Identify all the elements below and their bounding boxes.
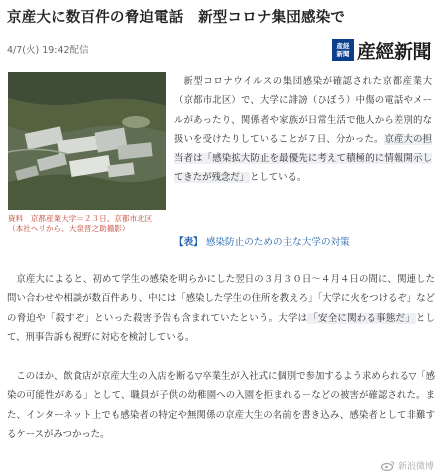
- watermark-text: 新浪微博: [397, 462, 434, 472]
- body-p1-text-end: として、刑事告訴も視野に対応を検討している。: [7, 312, 435, 343]
- lead-text-end: としている。: [250, 172, 307, 184]
- campus-aerial-photo[interactable]: [8, 72, 166, 210]
- article-photo-block: [8, 72, 166, 234]
- publisher-name: 産經新聞: [356, 40, 431, 63]
- table-link-bracket: 【表】: [174, 237, 203, 248]
- body-paragraph-1: [7, 270, 435, 347]
- publisher-badge-line2: 新聞: [336, 50, 350, 58]
- body-p1-text: 京産大によると、初めて学生の感染を明らかにした翌日の３月３０日～４月４日の間に、関連した問い合わせや相談が数百件あり、中には「感染した学生の住所を教えろ」「大学に火をつけるぞ」などの脅迫や「殺すぞ」といった殺害予告も含まれていたという。大学は: [7, 274, 435, 324]
- meta-row: [7, 38, 435, 66]
- body-paragraph-2: このほか、飲食店が京産大生の入店を断る▽卒業生が入社式に個別で参加するよう求められる▽「感染の可能性がある」として、職員が子供の幼稚園への入園を拒まれる－などの被害が確認された。また、インターネット上でも感染者の特定や無関係の京産大生の名前を書き込み、感染者として非難するケースがみつかった。: [7, 371, 435, 441]
- article-headline: 京産大に数百件の脅迫電話 新型コロナ集団感染で: [7, 10, 346, 26]
- campus-aerial-illustration: [8, 72, 166, 210]
- lead-paragraph: [174, 72, 432, 188]
- article-lead: [174, 72, 432, 188]
- publisher-badge-line1: 産経: [336, 42, 350, 50]
- related-table-link[interactable]: [174, 234, 350, 248]
- weibo-icon: [381, 460, 395, 471]
- photo-caption: 資料 京都産業大学＝２３日、京都市北区（本社ヘリから、大泉晋之助撮影）: [8, 214, 153, 233]
- article-dateline: 4/7(火) 19:42配信: [7, 45, 89, 56]
- body-p1-highlight: 「安全に関わる事態だ」: [308, 312, 415, 324]
- publisher-badge-icon: [332, 39, 354, 61]
- weibo-watermark: [381, 459, 434, 472]
- table-link-label: 感染防止のための主な大学の対策: [205, 237, 350, 248]
- lead-text: 新型コロナウイルスの集団感染が確認された京都産業大（京都市北区）で、大学に誹謗（ひぼう）中傷の電話やメールがあったり、関係者や家族が日常生活で他人から差別的な扱いを受けたりしていることが７日、分かった。: [174, 76, 432, 145]
- publisher-logo[interactable]: [332, 38, 431, 62]
- lead-quote-highlight: 京産大の担当者は「感染拡大防止を最優先に考えて積極的に情報開示してきたが残念だ」: [174, 133, 432, 184]
- article-body: [7, 270, 435, 464]
